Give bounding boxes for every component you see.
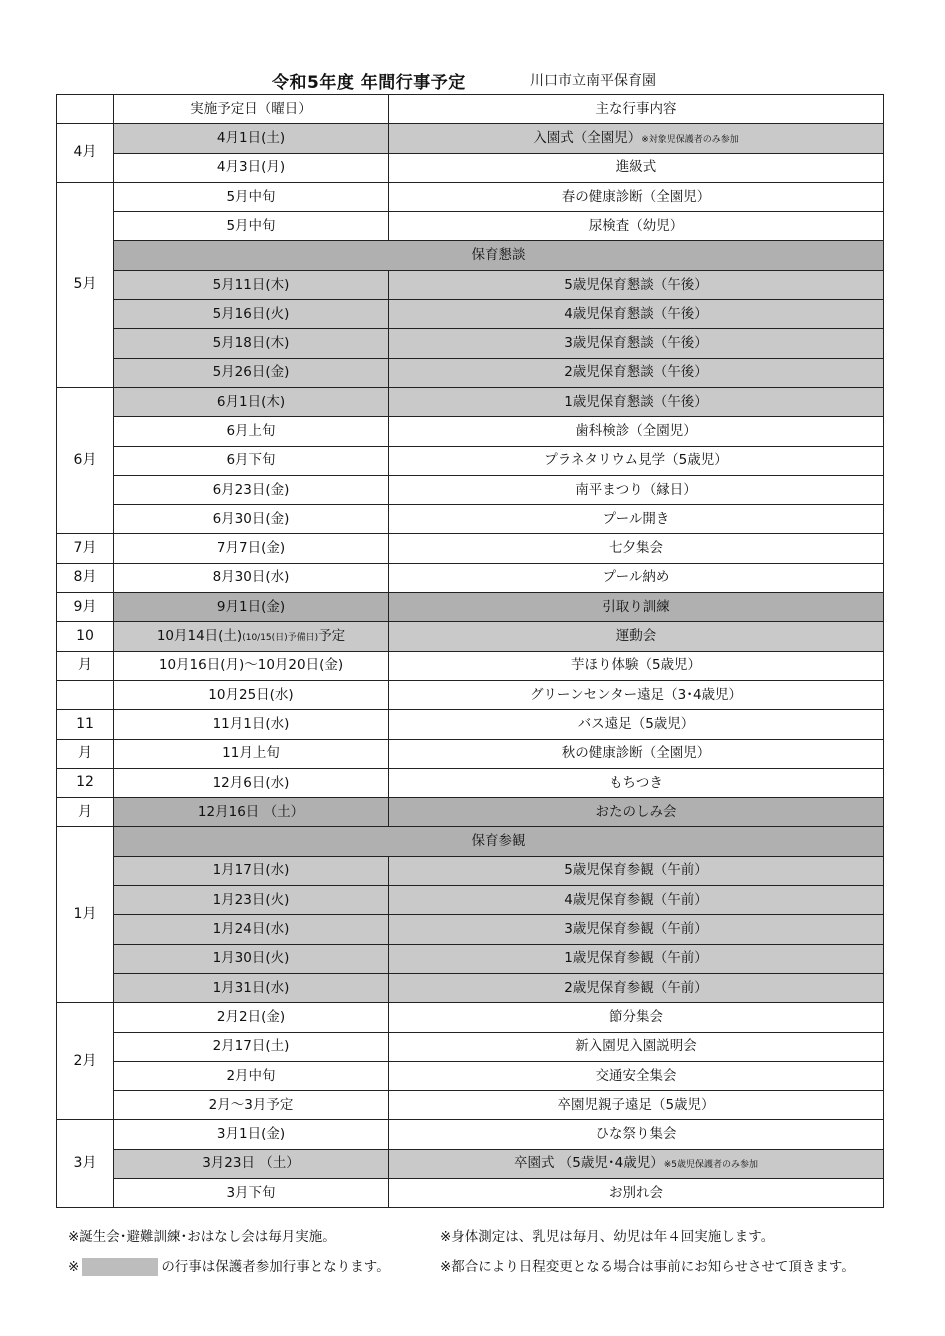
event-cell: 尿検査（幼児） bbox=[389, 212, 884, 241]
table-row bbox=[57, 798, 884, 827]
date-cell: 5月中旬 bbox=[114, 212, 389, 241]
table-row bbox=[57, 1061, 884, 1090]
month-cell: 8月 bbox=[57, 563, 114, 592]
date-cell: 1月17日(水) bbox=[114, 856, 389, 885]
event-cell: 芋ほり体験（5歳児） bbox=[389, 651, 884, 680]
table-row bbox=[57, 1091, 884, 1120]
table-row bbox=[57, 886, 884, 915]
footer-note-monthly: ※誕生会･避難訓練･おはなし会は毎月実施。 bbox=[68, 1229, 336, 1245]
date-cell: 6月1日(木) bbox=[114, 387, 389, 416]
event-cell: 歯科検診（全園児） bbox=[389, 417, 884, 446]
table-row bbox=[57, 358, 884, 387]
table-row bbox=[57, 563, 884, 592]
month-cell: 7月 bbox=[57, 534, 114, 563]
event-cell: 南平まつり（縁日） bbox=[389, 475, 884, 504]
event-cell: 秋の健康診断（全園児） bbox=[389, 739, 884, 768]
event-cell: 2歳児保育懇談（午後） bbox=[389, 358, 884, 387]
event-cell: グリーンセンター遠足（3･4歳児） bbox=[389, 680, 884, 709]
event-cell: バス遠足（5歳児） bbox=[389, 710, 884, 739]
date-cell: 8月30日(水) bbox=[114, 563, 389, 592]
date-cell: 3月下旬 bbox=[114, 1178, 389, 1207]
footer-note-schedule-change: ※都合により日程変更となる場合は事前にお知らせさせて頂きます。 bbox=[440, 1259, 855, 1275]
table-row bbox=[57, 915, 884, 944]
date-cell: 6月23日(金) bbox=[114, 475, 389, 504]
month-cell: 月 bbox=[57, 739, 114, 768]
date-cell: 4月1日(土) bbox=[114, 124, 389, 153]
page-title: 令和5年度 年間行事予定 bbox=[272, 73, 466, 93]
event-cell: 卒園児親子遠足（5歳児） bbox=[389, 1091, 884, 1120]
month-cell: 5月 bbox=[57, 182, 114, 387]
event-cell: 七夕集会 bbox=[389, 534, 884, 563]
month-cell: 10 bbox=[57, 622, 114, 651]
date-suffix: 予定 bbox=[318, 628, 346, 645]
table-row bbox=[57, 446, 884, 475]
table-row bbox=[57, 680, 884, 709]
header-date: 実施予定日（曜日） bbox=[114, 95, 389, 124]
table-row bbox=[57, 329, 884, 358]
table-row bbox=[57, 387, 884, 416]
date-cell: 12月16日 （土） bbox=[114, 798, 389, 827]
date-cell: 1月24日(水) bbox=[114, 915, 389, 944]
event-cell: 交通安全集会 bbox=[389, 1061, 884, 1090]
date-cell: 5月中旬 bbox=[114, 182, 389, 211]
table-row bbox=[57, 505, 884, 534]
event-text: 卒園式 （5歳児･4歳児） bbox=[513, 1155, 664, 1172]
table-row bbox=[57, 241, 884, 270]
table-row bbox=[57, 593, 884, 622]
month-cell: 4月 bbox=[57, 124, 114, 183]
date-note: (10/15(日)予備日) bbox=[242, 633, 319, 644]
date-cell: 5月18日(木) bbox=[114, 329, 389, 358]
table-row bbox=[57, 212, 884, 241]
event-note: ※対象児保護者のみ参加 bbox=[641, 135, 739, 145]
date-cell: 1月23日(火) bbox=[114, 886, 389, 915]
date-cell: 2月2日(金) bbox=[114, 1003, 389, 1032]
event-cell: プラネタリウム見学（5歳児） bbox=[389, 446, 884, 475]
table-row bbox=[57, 534, 884, 563]
month-cell: 3月 bbox=[57, 1120, 114, 1208]
event-cell: 運動会 bbox=[389, 622, 884, 651]
table-header-row bbox=[57, 95, 884, 124]
date-cell: 12月6日(水) bbox=[114, 768, 389, 797]
date-cell: 2月中旬 bbox=[114, 1061, 389, 1090]
header-event: 主な行事内容 bbox=[389, 95, 884, 124]
event-cell: おたのしみ会 bbox=[389, 798, 884, 827]
date-cell: 3月1日(金) bbox=[114, 1120, 389, 1149]
table-row bbox=[57, 739, 884, 768]
month-cell bbox=[57, 680, 114, 709]
event-cell bbox=[389, 1149, 884, 1178]
event-cell: 節分集会 bbox=[389, 1003, 884, 1032]
table-row bbox=[57, 124, 884, 153]
event-cell: プール納め bbox=[389, 563, 884, 592]
date-cell: 10月25日(水) bbox=[114, 680, 389, 709]
month-cell: 11 bbox=[57, 710, 114, 739]
date-cell: 5月26日(金) bbox=[114, 358, 389, 387]
table-row bbox=[57, 973, 884, 1002]
section-heading-cell: 保育参観 bbox=[114, 827, 884, 856]
table-row bbox=[57, 153, 884, 182]
section-heading-cell: 保育懇談 bbox=[114, 241, 884, 270]
footer-note-parent-events bbox=[68, 1255, 390, 1276]
table-row bbox=[57, 1149, 884, 1178]
footer-note-suffix: の行事は保護者参加行事となります。 bbox=[161, 1259, 390, 1275]
header-month-cell bbox=[57, 95, 114, 124]
table-row bbox=[57, 944, 884, 973]
table-row bbox=[57, 1003, 884, 1032]
date-cell: 1月30日(火) bbox=[114, 944, 389, 973]
date-cell: 11月1日(水) bbox=[114, 710, 389, 739]
table-row bbox=[57, 1032, 884, 1061]
date-cell bbox=[114, 622, 389, 651]
event-cell: 5歳児保育参観（午前） bbox=[389, 856, 884, 885]
event-cell: 新入園児入園説明会 bbox=[389, 1032, 884, 1061]
event-cell: 1歳児保育参観（午前） bbox=[389, 944, 884, 973]
event-cell: 3歳児保育参観（午前） bbox=[389, 915, 884, 944]
table-row bbox=[57, 475, 884, 504]
event-cell: 5歳児保育懇談（午後） bbox=[389, 270, 884, 299]
school-name: 川口市立南平保育園 bbox=[530, 73, 656, 89]
month-cell: 1月 bbox=[57, 827, 114, 1003]
date-cell: 9月1日(金) bbox=[114, 593, 389, 622]
event-cell: お別れ会 bbox=[389, 1178, 884, 1207]
event-cell: 進級式 bbox=[389, 153, 884, 182]
table-row bbox=[57, 417, 884, 446]
date-cell: 6月下旬 bbox=[114, 446, 389, 475]
date-cell: 4月3日(月) bbox=[114, 153, 389, 182]
event-text: 入園式（全園児） bbox=[533, 130, 642, 146]
date-cell: 5月16日(火) bbox=[114, 300, 389, 329]
table-row bbox=[57, 300, 884, 329]
event-note: ※5歳児保護者のみ参加 bbox=[663, 1160, 758, 1171]
schedule-table bbox=[56, 94, 884, 1208]
event-cell: 2歳児保育参観（午前） bbox=[389, 973, 884, 1002]
event-cell: 4歳児保育懇談（午後） bbox=[389, 300, 884, 329]
date-cell: 11月上旬 bbox=[114, 739, 389, 768]
table-row bbox=[57, 182, 884, 211]
month-cell: 月 bbox=[57, 651, 114, 680]
footer-note-measurement: ※身体測定は、乳児は毎月、幼児は年４回実施します。 bbox=[440, 1229, 775, 1245]
header bbox=[0, 68, 945, 94]
event-cell: プール開き bbox=[389, 505, 884, 534]
table-row bbox=[57, 651, 884, 680]
table-row bbox=[57, 1120, 884, 1149]
date-cell: 2月17日(土) bbox=[114, 1032, 389, 1061]
event-cell: もちつき bbox=[389, 768, 884, 797]
date-cell: 2月～3月予定 bbox=[114, 1091, 389, 1120]
footer-note-prefix: ※ bbox=[68, 1259, 80, 1275]
date-cell: 10月16日(月)～10月20日(金) bbox=[114, 651, 389, 680]
event-cell: 春の健康診断（全園児） bbox=[389, 182, 884, 211]
month-cell: 2月 bbox=[57, 1003, 114, 1120]
month-cell: 12 bbox=[57, 768, 114, 797]
date-cell: 6月上旬 bbox=[114, 417, 389, 446]
table-row bbox=[57, 856, 884, 885]
event-cell: 引取り訓練 bbox=[389, 593, 884, 622]
date-cell: 5月11日(木) bbox=[114, 270, 389, 299]
month-cell: 9月 bbox=[57, 593, 114, 622]
event-cell: ひな祭り集会 bbox=[389, 1120, 884, 1149]
table-row bbox=[57, 827, 884, 856]
date-cell: 7月7日(金) bbox=[114, 534, 389, 563]
date-cell: 3月23日 （土） bbox=[114, 1149, 389, 1178]
table-row bbox=[57, 622, 884, 651]
date-cell: 1月31日(水) bbox=[114, 973, 389, 1002]
event-cell bbox=[389, 124, 884, 153]
table-row bbox=[57, 270, 884, 299]
date-text: 10月14日(土) bbox=[156, 628, 243, 645]
month-cell: 月 bbox=[57, 798, 114, 827]
event-cell: 1歳児保育懇談（午後） bbox=[389, 387, 884, 416]
table-row bbox=[57, 710, 884, 739]
event-cell: 4歳児保育参観（午前） bbox=[389, 886, 884, 915]
table-row bbox=[57, 1178, 884, 1207]
date-cell: 6月30日(金) bbox=[114, 505, 389, 534]
month-cell: 6月 bbox=[57, 387, 114, 533]
table-row bbox=[57, 768, 884, 797]
shade-legend-swatch bbox=[82, 1258, 158, 1276]
event-cell: 3歳児保育懇談（午後） bbox=[389, 329, 884, 358]
